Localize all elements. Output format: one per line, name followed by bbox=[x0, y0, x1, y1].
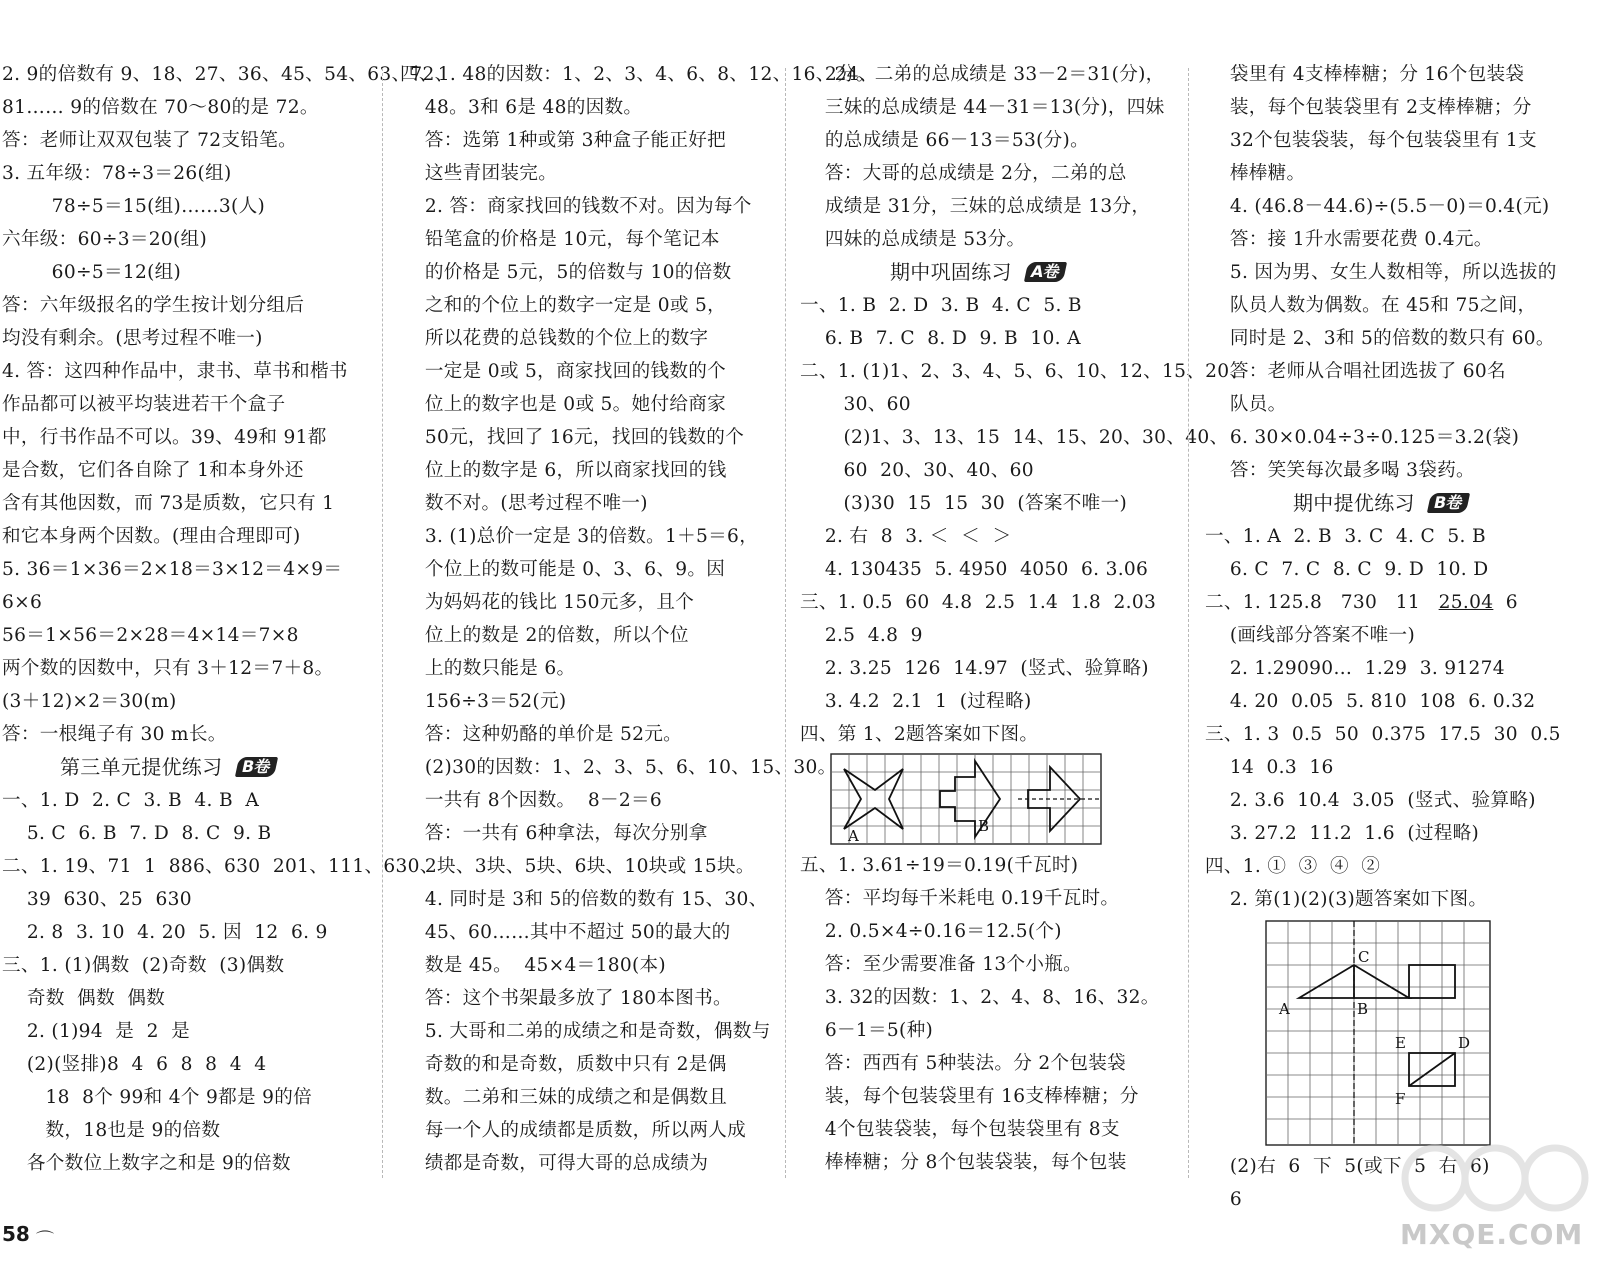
answer-line: (3)30 15 15 30 (答案不唯一) bbox=[800, 493, 1128, 514]
page-number: 58 bbox=[2, 1222, 30, 1246]
answer-line: 6－1＝5(种) bbox=[800, 1020, 934, 1041]
answer-line: 2.5 4.8 9 bbox=[800, 625, 923, 646]
answer-line: 2. (1)94 是 2 是 bbox=[2, 1021, 191, 1042]
answer-line: 五、1. 3.61÷19＝0.19(千瓦时) bbox=[800, 855, 1079, 876]
answer-line: 14 0.3 16 bbox=[1205, 757, 1334, 778]
answer-line: 45、60……其中不超过 50的最大的 bbox=[400, 922, 731, 943]
answer-line: 2. 第(1)(2)(3)题答案如下图。 bbox=[1205, 889, 1488, 910]
unit3-heading bbox=[2, 751, 372, 784]
answer-line: 一定是 0或 5，商家找回的钱数的个 bbox=[400, 361, 727, 382]
answer-line: 6. B 7. C 8. D 9. B 10. A bbox=[800, 328, 1081, 349]
answer-line: 含有其他因数，而 73是质数，它只有 1 bbox=[2, 493, 335, 514]
answer-line: 78÷5＝15(组)……3(人) bbox=[2, 196, 266, 217]
column-4 bbox=[1205, 58, 1600, 1216]
answer-line: 2. 0.5×4÷0.16＝12.5(个) bbox=[800, 921, 1062, 942]
er1-suffix: 6 bbox=[1493, 592, 1518, 613]
answer-line: 3. 五年级：78÷3＝26(组) bbox=[2, 163, 232, 184]
answer-line: 同时是 2、3和 5的倍数的数只有 60。 bbox=[1205, 328, 1555, 349]
answer-line: 铅笔盒的价格是 10元，每个笔记本 bbox=[400, 229, 720, 250]
answer-line: 棒棒糖。 bbox=[1205, 163, 1306, 184]
answer-line: 一共有 8个因数。 8－2＝6 bbox=[400, 790, 663, 811]
answer-line: 上的数只能是 6。 bbox=[400, 658, 576, 679]
er1-underlined: 25.04 bbox=[1438, 592, 1494, 613]
answer-line: 6. 30×0.04÷3÷0.125＝3.2(袋) bbox=[1205, 427, 1520, 448]
answer-line: 6. C 7. C 8. C 9. D 10. D bbox=[1205, 559, 1489, 580]
answer-line: 二、1. (1)1、2、3、4、5、6、10、12、15、20、 bbox=[800, 361, 1249, 382]
figure-2 bbox=[1205, 916, 1600, 1150]
unit3-heading-badge: B卷 bbox=[235, 757, 278, 777]
col4-lines bbox=[1205, 58, 1600, 487]
answer-line: 4. (46.8－44.6)÷(5.5－0)＝0.4(元) bbox=[1205, 196, 1550, 217]
answer-line: 和它本身两个因数。(理由合理即可) bbox=[2, 526, 301, 547]
fig1-label-a: A bbox=[848, 827, 860, 845]
answer-line: 数，18也是 9的倍数 bbox=[2, 1120, 221, 1141]
answer-line: 3. 27.2 11.2 1.6 (过程略) bbox=[1205, 823, 1480, 844]
answer-line: 156÷3＝52(元) bbox=[400, 691, 567, 712]
answer-line: 二、1. 19、71 1 886、630 201、111、630、 bbox=[2, 856, 439, 877]
answer-line: 答：一根绳子有 30 m长。 bbox=[2, 724, 227, 745]
answer-line: 60 20、30、40、60 bbox=[800, 460, 1034, 481]
er1-prefix: 二、1. 125.8 730 11 bbox=[1205, 592, 1439, 613]
answer-line: 答：西西有 5种装法。分 2个包装袋 bbox=[800, 1053, 1127, 1074]
answer-line: (2)(竖排)8 4 6 8 8 4 4 bbox=[2, 1054, 267, 1075]
answer-line: 奇数的和是奇数，质数中只有 2是偶 bbox=[400, 1054, 727, 1075]
answer-line: 3. 32的因数：1、2、4、8、16、32。 bbox=[800, 987, 1160, 1008]
answer-line: 成绩是 31分，三妹的总成绩是 13分， bbox=[800, 196, 1151, 217]
fig2-label-f: F bbox=[1395, 1090, 1406, 1108]
answer-line: 中，行书作品不可以。39、49和 91都 bbox=[2, 427, 327, 448]
answer-line: 四妹的总成绩是 53分。 bbox=[800, 229, 1026, 250]
answer-line: 2. 9的倍数有 9、18、27、36、45、54、63、72、 bbox=[2, 64, 454, 85]
answer-line: 一、1. B 2. D 3. B 4. C 5. B bbox=[800, 295, 1082, 316]
answer-line: 的价格是 5元，5的倍数与 10的倍数 bbox=[400, 262, 732, 283]
answer-line: 4. 答：这四种作品中，隶书、草书和楷书 bbox=[2, 361, 348, 382]
answer-line: 袋里有 4支棒棒糖；分 16个包装袋 bbox=[1205, 64, 1525, 85]
fig2-label-a: A bbox=[1279, 1000, 1291, 1018]
answer-line: 装，每个包装袋里有 2支棒棒糖；分 bbox=[1205, 97, 1532, 118]
answer-line: 39 630、25 630 bbox=[2, 889, 192, 910]
midterm-b-heading-badge: B卷 bbox=[1427, 493, 1470, 513]
answer-line: 5. C 6. B 7. D 8. C 9. B bbox=[2, 823, 272, 844]
figure-1-grid bbox=[830, 753, 1102, 845]
answer-line: 六年级：60÷3＝20(组) bbox=[2, 229, 207, 250]
answer-line: (3＋12)×2＝30(m) bbox=[2, 691, 177, 712]
answer-line: 队员。 bbox=[1205, 394, 1287, 415]
answer-line: 答：这个书架最多放了 180本图书。 bbox=[400, 988, 732, 1009]
column-1 bbox=[2, 58, 454, 1180]
figure-1 bbox=[800, 751, 1185, 849]
answer-line: 奇数 偶数 偶数 bbox=[2, 988, 166, 1009]
midterm-heading-badge: A卷 bbox=[1024, 262, 1067, 282]
answer-line: 2. 1.29090… 1.29 3. 91274 bbox=[1205, 658, 1505, 679]
fig2-label-b: B bbox=[1357, 1000, 1369, 1018]
answer-line: 30、60 bbox=[800, 394, 911, 415]
answer-line: 2. 答：商家找回的钱数不对。因为每个 bbox=[400, 196, 752, 217]
answer-line: 四、1. ① ③ ④ ② bbox=[1205, 856, 1381, 877]
midterm-b-heading bbox=[1205, 487, 1600, 520]
answer-line: 答：笑笑每次最多喝 3袋药。 bbox=[1205, 460, 1475, 481]
answer-line: 一、1. A 2. B 3. C 4. C 5. B bbox=[1205, 526, 1486, 547]
unit3-heading-text: 第三单元提优练习 bbox=[60, 755, 223, 779]
answer-line: 队员人数为偶数。在 45和 75之间， bbox=[1205, 295, 1537, 316]
col3-lines bbox=[800, 58, 1185, 256]
figure-1-shapes bbox=[844, 761, 1101, 837]
midterm-b-heading-text: 期中提优练习 bbox=[1293, 491, 1415, 515]
answer-line: 32个包装袋装，每个包装袋里有 1支 bbox=[1205, 130, 1537, 151]
answer-line: 答：一共有 6种拿法，每次分别拿 bbox=[400, 823, 708, 844]
answer-line: 的总成绩是 66－13＝53(分)。 bbox=[800, 130, 1089, 151]
col4c-lines bbox=[1205, 619, 1600, 916]
answer-line: 三、1. (1)偶数 (2)奇数 (3)偶数 bbox=[2, 955, 285, 976]
answer-line: 答：平均每千米耗电 0.19千瓦时。 bbox=[800, 888, 1120, 909]
answer-line: 之和的个位上的数字一定是 0或 5， bbox=[400, 295, 727, 316]
answer-line: 4. 同时是 3和 5的倍数的数有 15、30、 bbox=[400, 889, 768, 910]
answer-line: 81…… 9的倍数在 70～80的是 72。 bbox=[2, 97, 319, 118]
answer-line: 每一个人的成绩都是质数，所以两人成 bbox=[400, 1120, 747, 1141]
answer-line: 三妹的总成绩是 44－31＝13(分)，四妹 bbox=[800, 97, 1165, 118]
answer-line: 答：老师从合唱社团选拔了 60名 bbox=[1205, 361, 1506, 382]
answer-line: 60÷5＝12(组) bbox=[2, 262, 182, 283]
answer-line: 4. 130435 5. 4950 4050 6. 3.06 bbox=[800, 559, 1149, 580]
answer-line: 6 bbox=[1205, 1189, 1242, 1210]
fig2-label-e: E bbox=[1395, 1034, 1407, 1052]
answer-line: 18 8个 99和 4个 9都是 9的倍 bbox=[2, 1087, 313, 1108]
answer-line: 均没有剩余。(思考过程不唯一) bbox=[2, 328, 263, 349]
answer-line: 3. 4.2 2.1 1 (过程略) bbox=[800, 691, 1032, 712]
answer-line: 2. 右 8 3. ＜ ＜ ＞ bbox=[800, 526, 1012, 547]
answer-line: 四、第 1、2题答案如下图。 bbox=[800, 724, 1039, 745]
answer-line: 四、1. 48的因数：1、2、3、4、6、8、12、16、24、 bbox=[400, 64, 878, 85]
divider-1 bbox=[382, 68, 383, 1178]
col1b-lines bbox=[2, 784, 439, 1180]
answer-line: 三、1. 0.5 60 4.8 2.5 1.4 1.8 2.03 bbox=[800, 592, 1157, 613]
midterm-heading-text: 期中巩固练习 bbox=[890, 260, 1012, 284]
answer-line: 位上的数字也是 0或 5。她付给商家 bbox=[400, 394, 727, 415]
answer-line: (画线部分答案不唯一) bbox=[1205, 625, 1415, 646]
figure-2-grid bbox=[1265, 920, 1491, 1146]
midterm-heading bbox=[800, 256, 1185, 289]
answer-line: 这些青团装完。 bbox=[400, 163, 558, 184]
answer-line: 是合数，它们各自除了 1和本身外还 bbox=[2, 460, 304, 481]
answer-line: 答：至少需要准备 13个小瓶。 bbox=[800, 954, 1083, 975]
answer-line: 2. 8 3. 10 4. 20 5. 因 12 6. 9 bbox=[2, 922, 328, 943]
answer-line: 答：选第 1种或第 3种盒子能正好把 bbox=[400, 130, 727, 151]
answer-line: 一、1. D 2. C 3. B 4. B A bbox=[2, 790, 260, 811]
answer-line: 装，每个包装袋里有 16支棒棒糖；分 bbox=[800, 1086, 1139, 1107]
answer-line: (2)1、3、13、15 14、15、20、30、40、 bbox=[800, 427, 1229, 448]
answer-line: 两个数的因数中，只有 3＋12＝7＋8。 bbox=[2, 658, 334, 679]
answer-line: 绩都是奇数，可得大哥的总成绩为 bbox=[400, 1153, 709, 1174]
col4b-lines bbox=[1205, 520, 1600, 586]
answer-line: 4个包装袋装，每个包装袋里有 8支 bbox=[800, 1119, 1120, 1140]
answer-line: 答：这种奶酪的单价是 52元。 bbox=[400, 724, 683, 745]
divider-3 bbox=[1188, 68, 1189, 1178]
answer-line: 2分。二弟的总成绩是 33－2＝31(分)， bbox=[800, 64, 1165, 85]
col1-lines bbox=[2, 58, 454, 751]
answer-line: (2)右 6 下 5(或下 5 右 6) bbox=[1205, 1156, 1490, 1177]
watermark-text: MXQE.COM bbox=[1400, 1218, 1584, 1251]
answer-line: 5. 因为男、女生人数相等，所以选拔的 bbox=[1205, 262, 1557, 283]
answer-line: 5. 大哥和二弟的成绩之和是奇数，偶数与 bbox=[400, 1021, 771, 1042]
figure-2-gridlines bbox=[1266, 921, 1490, 1145]
answer-line: 2块、3块、5块、6块、10块或 15块。 bbox=[400, 856, 755, 877]
answer-line: 三、1. 3 0.5 50 0.375 17.5 30 0.5 bbox=[1205, 724, 1561, 745]
answer-line: 50元，找回了 16元，找回的钱数的个 bbox=[400, 427, 745, 448]
answer-line: 2. 3.25 126 14.97 (竖式、验算略) bbox=[800, 658, 1149, 679]
answer-line: 数不对。(思考过程不唯一) bbox=[400, 493, 648, 514]
answer-line: 答：大哥的总成绩是 2分，二弟的总 bbox=[800, 163, 1127, 184]
answer-line: 数。二弟和三妹的成绩之和是偶数且 bbox=[400, 1087, 728, 1108]
answer-line: 个位上的数可能是 0、3、6、9。因 bbox=[400, 559, 726, 580]
fig2-label-c: C bbox=[1358, 948, 1370, 966]
answer-line: 答：接 1升水需要花费 0.4元。 bbox=[1205, 229, 1493, 250]
page-ornament-icon: ⌒ bbox=[36, 1230, 54, 1251]
answer-line: 答：老师让双双包装了 72支铅笔。 bbox=[2, 130, 297, 151]
answer-line: 为妈妈花的钱比 150元多，且个 bbox=[400, 592, 695, 613]
answer-line: 6×6 bbox=[2, 592, 43, 613]
answer-line: 位上的数是 2的倍数，所以个位 bbox=[400, 625, 689, 646]
answer-line: 2. 3.6 10.4 3.05 (竖式、验算略) bbox=[1205, 790, 1536, 811]
answer-line: 3. (1)总价一定是 3的倍数。1＋5＝6， bbox=[400, 526, 759, 547]
answer-line: 4. 20 0.05 5. 810 108 6. 0.32 bbox=[1205, 691, 1536, 712]
answer-line: 各个数位上数字之和是 9的倍数 bbox=[2, 1153, 291, 1174]
fig2-label-d: D bbox=[1458, 1034, 1471, 1052]
col3c-lines bbox=[800, 849, 1185, 1179]
answer-line-er1 bbox=[1205, 586, 1600, 619]
answer-line: 作品都可以被平均装进若干个盒子 bbox=[2, 394, 286, 415]
answer-line: 所以花费的总钱数的个位上的数字 bbox=[400, 328, 709, 349]
answer-line: 答：六年级报名的学生按计划分组后 bbox=[2, 295, 305, 316]
answer-line: 位上的数字是 6，所以商家找回的钱 bbox=[400, 460, 727, 481]
divider-2 bbox=[785, 68, 786, 1178]
fig1-label-b: B bbox=[978, 817, 990, 835]
answer-line: 48。3和 6是 48的因数。 bbox=[400, 97, 643, 118]
answer-line: (2)30的因数：1、2、3、5、6、10、15、30。 bbox=[400, 757, 837, 778]
figure-2-shapes bbox=[1299, 921, 1455, 1145]
answer-line: 数是 45。 45×4＝180(本) bbox=[400, 955, 666, 976]
answer-line: 棒棒糖；分 8个包装袋装，每个包装 bbox=[800, 1152, 1127, 1173]
answer-line: 5. 36＝1×36＝2×18＝3×12＝4×9＝ bbox=[2, 559, 343, 580]
answer-line: 56＝1×56＝2×28＝4×14＝7×8 bbox=[2, 625, 299, 646]
